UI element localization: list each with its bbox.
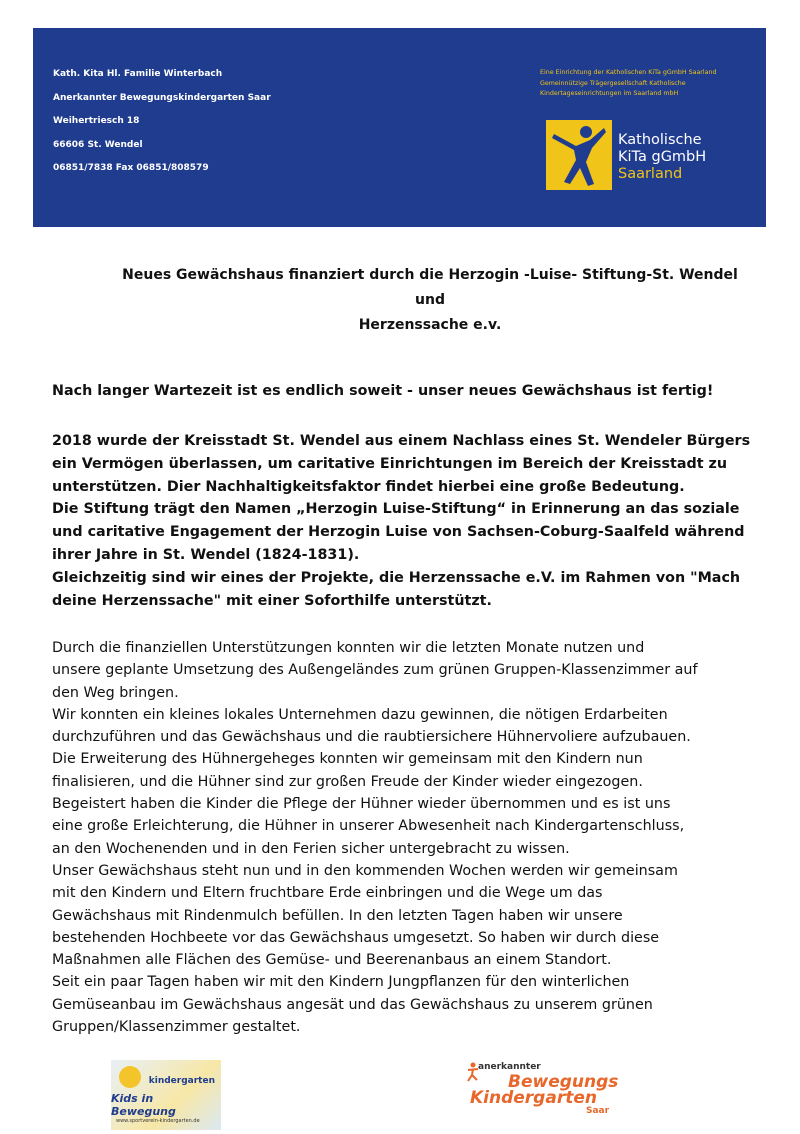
text-line: Gemüseanbau im Gewächshaus angesät und das Gewächshaus zu unserem grünen <box>52 996 653 1013</box>
page-title <box>60 263 800 338</box>
text-line: Gruppen/Klassenzimmer gestaltet. <box>52 1019 301 1036</box>
text-line: ihrer Jahre in St. Wendel (1824-1831). <box>52 546 360 563</box>
foundation-paragraph <box>52 430 772 612</box>
text-line: Wir konnten ein kleines lokales Unternehmen dazu gewinnen, die nötigen Erdarbeiten <box>52 706 668 723</box>
kita-logo-text <box>618 132 706 183</box>
logo-line: Katholische <box>618 132 702 148</box>
text-line: Unser Gewächshaus steht nun und in den kommenden Wochen werden wir gemeinsam <box>52 862 678 879</box>
logo-caption: Kindergarten <box>470 1088 597 1108</box>
text-line: Maßnahmen alle Flächen des Gemüse- und Beerenanbaus an einem Standort. <box>52 952 612 969</box>
person-figure-icon <box>546 120 612 190</box>
text-line: unsere geplante Umsetzung des Außengeländes zum grünen Gruppen-Klassenzimmer auf <box>52 662 698 679</box>
text-line: Begeistert haben die Kinder die Pflege der Hühner wieder übernommen und es ist uns <box>52 796 671 813</box>
address-line: Weihertriesch 18 <box>53 116 140 126</box>
text-line: bestehenden Hochbeete vor das Gewächshaus umgesetzt. So haben wir durch diese <box>52 929 660 946</box>
text-line: durchzuführen und das Gewächshaus und die raubtiersichere Hühnervoliere aufzubauen. <box>52 729 691 746</box>
logo-caption: Kids in Bewegung <box>111 1092 176 1118</box>
logo-url: www.sportverein-kindergarten.de <box>116 1118 200 1124</box>
org-description <box>540 68 762 100</box>
text-line: Durch die finanziellen Unterstützungen konnten wir die letzten Monate nutzen und <box>52 640 645 656</box>
logo-caption: Saar <box>586 1106 610 1116</box>
text-line: Gewächshaus mit Rindenmulch befüllen. In den letzten Tagen haben wir unsere <box>52 907 623 924</box>
address-line: 66606 St. Wendel <box>53 139 143 150</box>
title-line: Neues Gewächshaus finanziert durch die Herzogin -Luise- Stiftung-St. Wendel <box>122 267 738 283</box>
address-line: Anerkannter Bewegungskindergarten Saar <box>53 92 271 103</box>
text-line: deine Herzenssache" mit einer Soforthilfe unterstützt. <box>52 592 492 609</box>
address-line: Kath. Kita Hl. Familie Winterbach <box>53 69 223 79</box>
address-block <box>53 63 271 181</box>
intro-sentence: Nach langer Wartezeit ist es endlich soweit - unser neues Gewächshaus ist fertig! <box>52 383 714 399</box>
letterhead-banner <box>33 28 766 227</box>
logo-caption: anerkannter <box>478 1062 541 1072</box>
kids-in-bewegung-logo <box>111 1060 221 1130</box>
text-line: ein Vermögen überlassen, um caritative Einrichtungen im Bereich der Kreisstadt zu <box>52 455 728 472</box>
address-line: 06851/7838 Fax 06851/808579 <box>53 163 209 173</box>
text-line: Gleichzeitig sind wir eines der Projekte, die Herzenssache e.V. im Rahmen von "Mach <box>52 569 741 586</box>
text-line: und caritative Engagement der Herzogin Luise von Sachsen-Coburg-Saalfeld während <box>52 524 745 541</box>
body-paragraph <box>52 637 782 1038</box>
bewegungskindergarten-logo <box>466 1062 626 1122</box>
logo-line: KiTa gGmbH <box>618 149 707 165</box>
title-line: Herzenssache e.v. <box>358 317 502 333</box>
text-line: mit den Kindern und Eltern fruchtbare Erde einbringen und die Wege um das <box>52 885 603 902</box>
text-line: den Weg bringen. <box>52 684 179 701</box>
text-line: finalisieren, und die Hühner sind zur großen Freude der Kinder wieder eingezogen. <box>52 773 643 790</box>
logo-caption: kindergarten <box>148 1076 215 1086</box>
text-line: Die Stiftung trägt den Namen „Herzogin Luise-Stiftung“ in Erinnerung an das soziale <box>52 501 740 518</box>
text-line: unterstützen. Dier Nachhaltigkeitsfaktor findet hierbei eine große Bedeutung. <box>52 478 685 495</box>
logo-caption: Bewegungs <box>508 1072 619 1092</box>
sun-icon <box>119 1066 141 1088</box>
text-line: 2018 wurde der Kreisstadt St. Wendel aus einem Nachlass eines St. Wendeler Bürgers <box>52 433 751 449</box>
text-line: Die Erweiterung des Hühnergeheges konnten wir gemeinsam mit den Kindern nun <box>52 751 643 768</box>
logo-line: Saarland <box>618 166 683 182</box>
org-description-line: Eine Einrichtung der Katholischen KiTa gGmbH Saarland <box>540 69 717 76</box>
text-line: eine große Erleichterung, die Hühner in unserer Abwesenheit nach Kindergartenschluss, <box>52 818 685 835</box>
title-line: und <box>415 292 445 308</box>
org-description-line: Gemeinnützige Trägergesellschaft Katholische <box>540 79 686 87</box>
text-line: Seit ein paar Tagen haben wir mit den Kindern Jungpflanzen für den winterlichen <box>52 974 630 991</box>
text-line: an den Wochenenden und in den Ferien sicher untergebracht zu wissen. <box>52 840 570 857</box>
org-description-line: Kindertageseinrichtungen im Saarland mbH <box>540 90 679 97</box>
